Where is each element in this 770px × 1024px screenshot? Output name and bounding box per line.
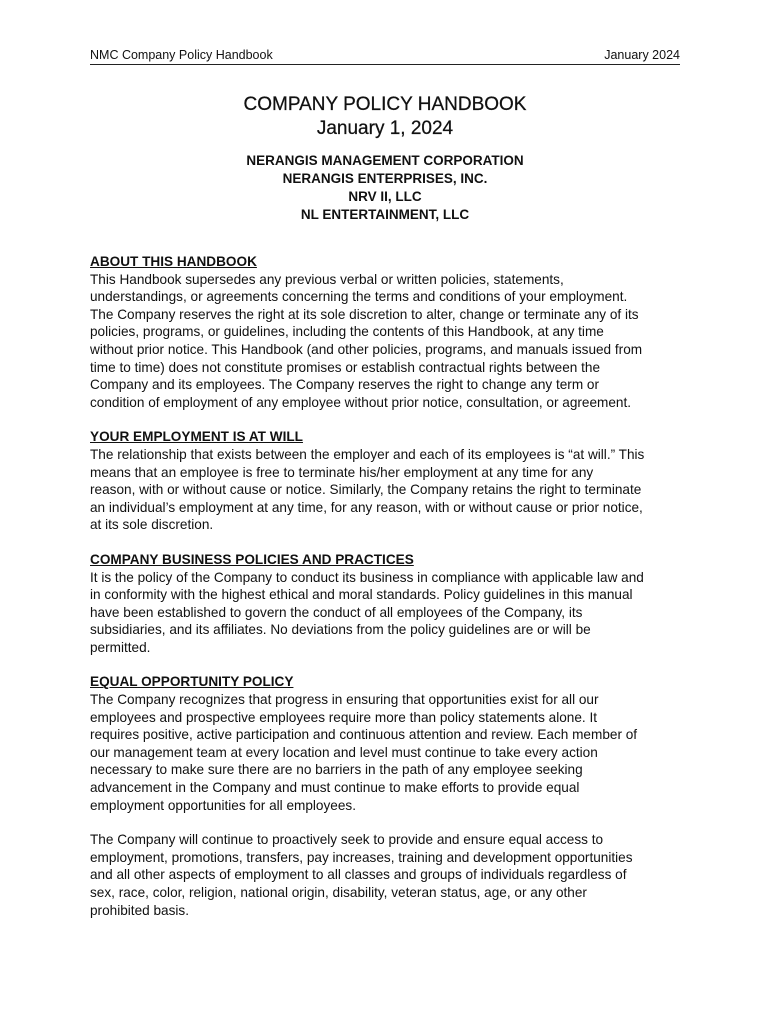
text-line: means that an employee is free to terminate his/her employment at any time for any <box>90 464 594 480</box>
section-equal-opportunity <box>90 673 682 919</box>
text-line: in conformity with the highest ethical and moral standards. Policy guidelines in this manual <box>90 587 633 603</box>
title-block <box>90 93 680 224</box>
text-line: This Handbook supersedes any previous verbal or written policies, statements, <box>90 271 564 287</box>
section-employment-at-will <box>90 428 682 534</box>
text-line: employment opportunities for all employees. <box>90 797 356 813</box>
text-line: The Company recognizes that progress in ensuring that opportunities exist for all our <box>90 692 599 708</box>
text-line: condition of employment of any employee without prior notice, consultation, or agreement. <box>90 394 632 410</box>
company-name: NERANGIS ENTERPRISES, INC. <box>282 171 488 186</box>
text-line: The Company will continue to proactively seek to provide and ensure equal access to <box>90 832 604 848</box>
section-business-policies <box>90 551 682 657</box>
header-handbook-name: NMC Company Policy Handbook <box>90 48 273 62</box>
section-heading: EQUAL OPPORTUNITY POLICY <box>90 674 294 690</box>
section-paragraph <box>90 271 682 412</box>
text-line: employees and prospective employees require more than policy statements alone. It <box>90 709 598 725</box>
text-line: The Company reserves the right at its sole discretion to alter, change or terminate any of its <box>90 306 639 322</box>
running-header <box>90 47 680 65</box>
text-line: The relationship that exists between the employer and each of its employees is “at will.” This <box>90 446 645 462</box>
section-about-handbook <box>90 253 682 411</box>
section-heading: COMPANY BUSINESS POLICIES AND PRACTICES <box>90 551 414 567</box>
text-line: permitted. <box>90 639 151 655</box>
text-line: have been established to govern the conduct of all employees of the Company, its <box>90 604 583 620</box>
text-line: policies, programs, or guidelines, including the contents of this Handbook, at any time <box>90 324 604 340</box>
text-line: without prior notice. This Handbook (and other policies, programs, and manuals issued from <box>90 341 643 357</box>
text-line: employment, promotions, transfers, pay increases, training and development opportunities <box>90 849 633 865</box>
section-paragraph <box>90 691 682 814</box>
text-line: and all other aspects of employment to all classes and groups of individuals regardless of <box>90 867 627 883</box>
text-line: understandings, or agreements concerning the terms and conditions of your employment. <box>90 289 628 305</box>
company-name: NL ENTERTAINMENT, LLC <box>300 207 470 222</box>
text-line: reason, with or without cause or notice. Similarly, the Company retains the right to terminate <box>90 482 642 498</box>
text-line: at its sole discretion. <box>90 517 214 533</box>
text-line: It is the policy of the Company to conduct its business in compliance with applicable law and <box>90 569 644 585</box>
header-date: January 2024 <box>604 48 680 62</box>
document-body <box>90 253 682 936</box>
text-line: requires positive, active participation and continuous attention and review. Each member of <box>90 727 638 743</box>
section-heading: YOUR EMPLOYMENT IS AT WILL <box>90 429 303 445</box>
section-paragraph <box>90 569 682 657</box>
text-line: sex, race, color, religion, national origin, disability, veteran status, age, or any other <box>90 885 587 900</box>
text-line: necessary to make sure there are no barriers in the path of any employee seeking <box>90 762 583 778</box>
document-date: January 1, 2024 <box>316 118 454 139</box>
text-line: an individual’s employment at any time, for any reason, with or without cause or prior notice, <box>90 499 643 515</box>
text-line: Company and its employees. The Company reserves the right to change any term or <box>90 377 600 393</box>
section-heading: ABOUT THIS HANDBOOK <box>90 254 257 269</box>
section-paragraph <box>90 446 682 534</box>
text-line: our management team at every location and level must continue to take every action <box>90 744 598 760</box>
company-name: NERANGIS MANAGEMENT CORPORATION <box>246 153 524 168</box>
section-paragraph <box>90 831 682 919</box>
text-line: advancement in the Company and must continue to make efforts to provide equal <box>90 780 580 796</box>
company-name: NRV II, LLC <box>348 189 422 204</box>
text-line: subsidiaries, and its affiliates. No deviations from the policy guidelines are or will be <box>90 622 591 638</box>
text-line: prohibited basis. <box>90 902 189 918</box>
text-line: time to time) does not constitute promises or establish contractual rights between the <box>90 359 601 375</box>
document-title: COMPANY POLICY HANDBOOK <box>243 94 527 115</box>
company-list <box>90 152 680 224</box>
